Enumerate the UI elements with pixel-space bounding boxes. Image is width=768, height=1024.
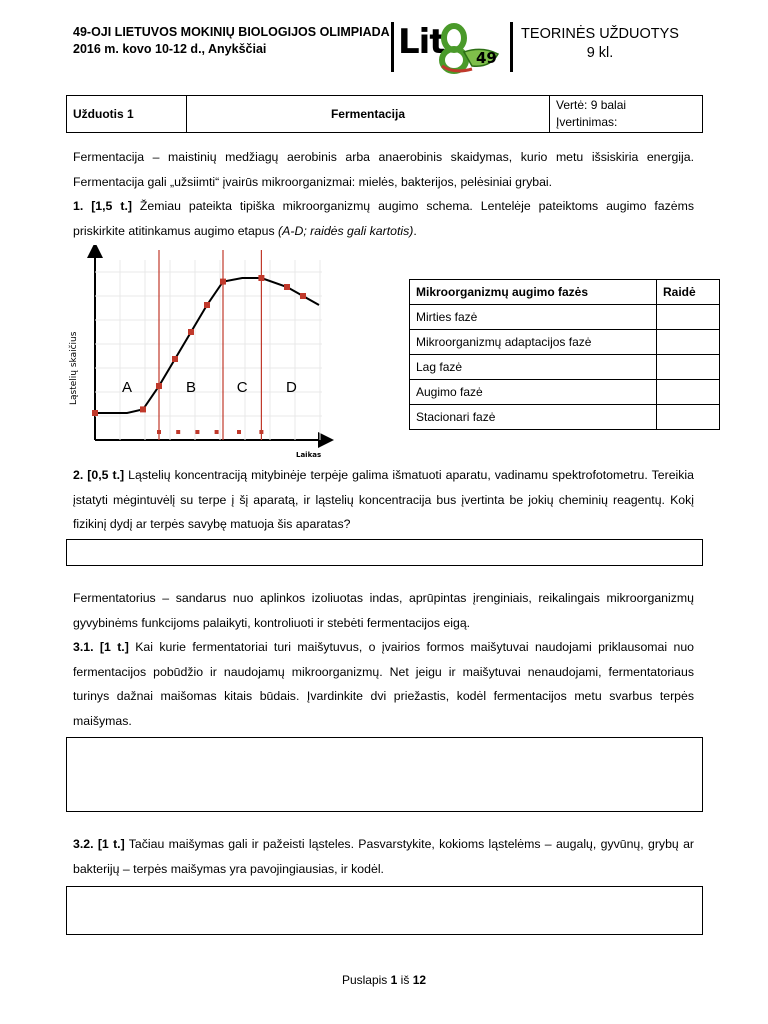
x-axis-mark — [215, 430, 219, 434]
x-axis-mark — [176, 430, 180, 434]
x-axis-mark — [259, 430, 263, 434]
intro-block — [73, 145, 694, 243]
data-point — [204, 302, 210, 308]
q2-text: Ląstelių koncentraciją mitybinėje terpėje galima išmatuoti aparatu, vadinamu spektrofotometru. Tereikia įstatyti mėgintuvėlį su terpe į šį aparatą, ir ląstelių koncentracija bus įvertinta be jokių cheminių reagentų. Kokį fizikinį dydį ar terpės savybę matuoja šis aparatas? — [73, 468, 694, 531]
letter-answer-cell[interactable] — [657, 330, 720, 355]
table-row — [410, 380, 720, 405]
task-grading: Įvertinimas: — [556, 115, 618, 129]
data-point — [300, 293, 306, 299]
region-label: B — [185, 379, 197, 396]
letter-answer-cell[interactable] — [657, 355, 720, 380]
letter-answer-cell[interactable] — [657, 380, 720, 405]
data-point — [284, 284, 290, 290]
task-points-cell — [550, 96, 703, 133]
question-1 — [73, 194, 694, 243]
intro-text: Fermentacija – maistinių medžiagų aerobinis arba anaerobinis skaidymas, kurio metu išsiskiria energija. Fermentacija gali „užsiimti“ įvairūs mikroorganizmai: mielės, bakterijos, pelėsiniai grybai. — [73, 150, 694, 189]
phase-name: Stacionari fazė — [410, 405, 657, 430]
answer-box-q3-2[interactable] — [66, 886, 703, 935]
region-label: D — [285, 379, 297, 396]
q2-number: 2. [0,5 t.] — [73, 468, 125, 482]
footer-total: 12 — [412, 973, 427, 987]
table-row — [410, 305, 720, 330]
fermentor-text: Fermentatorius – sandarus nuo aplinkos izoliuotas indas, aprūpintas įrenginiais, reikalingais mikroorganizmų gyvybinėms funkcijoms palaikyti, kontroliuoti ir stebėti fermentacijos eigą. — [73, 591, 694, 630]
letter-answer-cell[interactable] — [657, 405, 720, 430]
answer-box-q3-1[interactable] — [66, 737, 703, 812]
task-number: Užduotis 1 — [67, 96, 187, 133]
growth-curve-chart — [64, 245, 334, 460]
q32-text: Tačiau maišymas gali ir pažeisti ląsteles. Pasvarstykite, kokioms ląstelėms – augalų, gyvūnų, grybų ar bakterijų – terpės maišymas yra pavojingiausias, ir kodėl. — [73, 837, 694, 876]
x-axis-mark — [237, 430, 241, 434]
phase-name: Mikroorganizmų adaptacijos fazė — [410, 330, 657, 355]
q1-text: Žemiau pateikta tipiška mikroorganizmų augimo schema. Lentelėje pateiktoms augimo fazėms priskirkite atitinkamus augimo etapus — [73, 199, 694, 238]
phase-name: Mirties fazė — [410, 305, 657, 330]
date-place: 2016 m. kovo 10-12 d., Anykščiai — [73, 42, 267, 56]
data-point — [156, 383, 162, 389]
fermentor-block — [73, 586, 694, 733]
q1-hint: (A-D; raidės gali kartotis) — [278, 223, 414, 238]
q31-text: Kai kurie fermentatoriai turi maišytuvus, o įvairios formos maišytuvai naudojami priklausomai nuo fermentacijos pobūdžio ir naudojamų mikroorganizmų. Net jeigu ir maišytuvai nenaudojami, fermentatoriaus turinys dažnai maišomas kitais būdais. Įvardinkite dvi priežastis, kodėl fermentacijos metu svarbus terpės maišymas. — [73, 640, 694, 728]
data-point — [92, 410, 98, 416]
phase-name: Lag fazė — [410, 355, 657, 380]
region-label: A — [121, 379, 133, 396]
region-label: C — [236, 379, 248, 396]
data-point — [172, 356, 178, 362]
footer-page: 1 — [390, 973, 398, 987]
letter-col-header: Raidė — [657, 280, 720, 305]
data-point — [140, 406, 146, 412]
data-point — [220, 279, 226, 285]
q31-number: 3.1. [1 t.] — [73, 640, 129, 654]
q32-number: 3.2. [1 t.] — [73, 837, 125, 851]
q1-number: 1. [1,5 t.] — [73, 199, 132, 213]
olympiad-header — [73, 24, 390, 58]
question-2 — [73, 463, 694, 537]
phase-name: Augimo fazė — [410, 380, 657, 405]
phase-col-header: Mikroorganizmų augimo fazės — [410, 280, 657, 305]
table-row — [410, 330, 720, 355]
phase-table-header — [410, 280, 720, 305]
x-axis-label: Laikas — [296, 451, 322, 459]
logo-dragon-icon — [432, 22, 506, 74]
section-title: TEORINĖS UŽDUOTYS — [521, 26, 679, 42]
logo-text: Lit — [398, 22, 445, 62]
section-heading — [520, 25, 680, 63]
phase-answer-table — [409, 279, 720, 430]
question-3-2 — [73, 832, 694, 881]
task-name: Fermentacija — [187, 96, 550, 133]
letter-answer-cell[interactable] — [657, 305, 720, 330]
x-axis-marks — [157, 430, 263, 434]
footer-of: iš — [400, 973, 410, 987]
table-row — [410, 355, 720, 380]
olympiad-title: 49-OJI LIETUVOS MOKINIŲ BIOLOGIJOS OLIMPIADA — [73, 25, 390, 39]
region-labels — [122, 379, 297, 396]
task-points: Vertė: 9 balai — [556, 98, 627, 112]
data-point — [188, 329, 194, 335]
grade-label: 9 kl. — [586, 45, 614, 61]
y-axis-label: Ląstelių skaičius — [69, 331, 79, 405]
logo-bar-left — [391, 22, 394, 72]
table-row — [410, 405, 720, 430]
task-info-table — [66, 95, 703, 133]
q1-tail: . — [413, 223, 417, 238]
x-axis-mark — [157, 430, 161, 434]
answer-box-q2[interactable] — [66, 539, 703, 566]
x-axis-mark — [195, 430, 199, 434]
question-3-1 — [73, 635, 694, 733]
footer-label: Puslapis — [341, 973, 388, 987]
page-footer — [0, 973, 768, 987]
data-point — [258, 275, 264, 281]
logo-number: 49 — [476, 49, 497, 67]
logo-bar-right — [510, 22, 513, 72]
